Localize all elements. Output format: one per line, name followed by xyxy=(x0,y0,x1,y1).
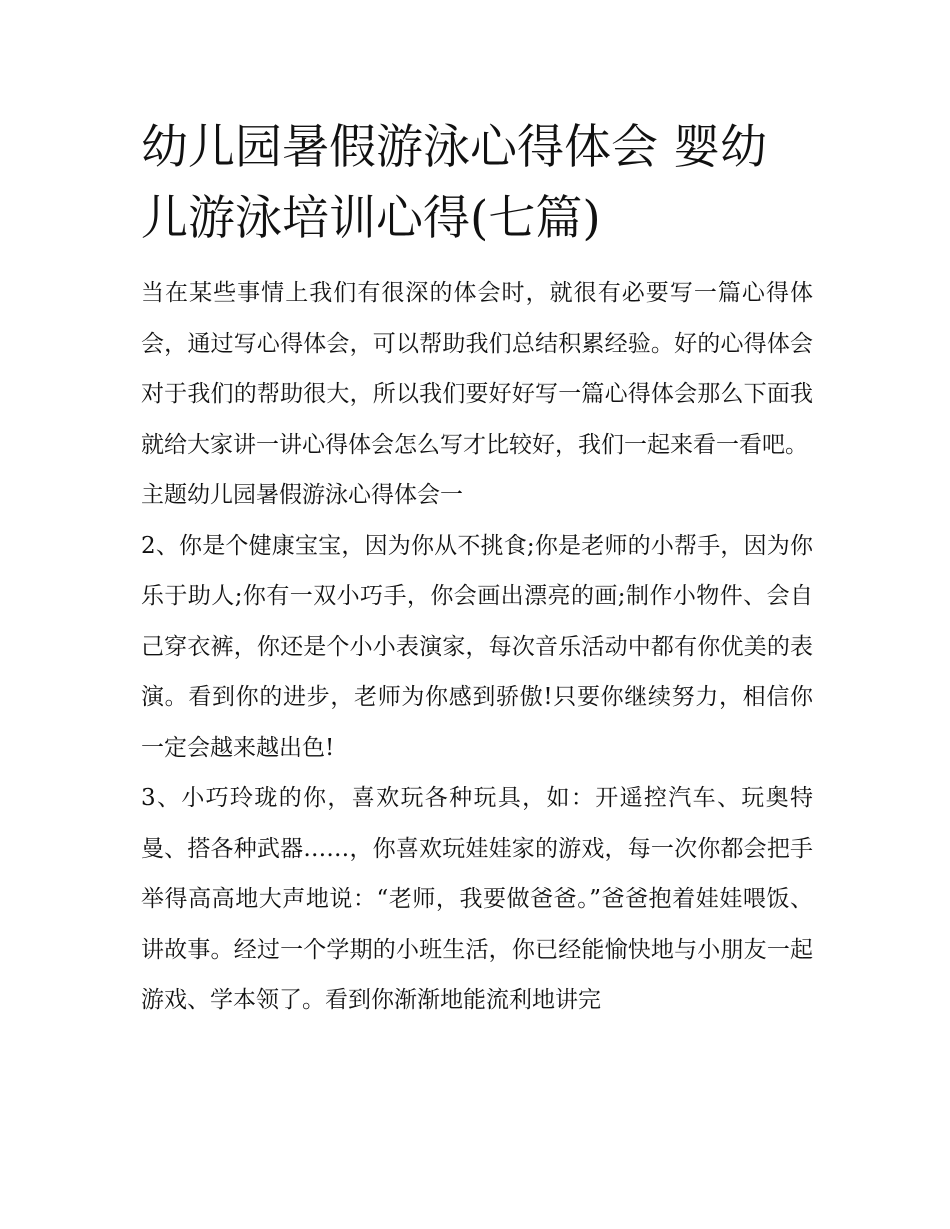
document-page xyxy=(141,112,813,1026)
section-heading: 主题幼儿园暑假游泳心得体会一 xyxy=(141,482,463,508)
intro-paragraph: 当在某些事情上我们有很深的体会时，就很有必要写一篇心得体会，通过写心得体会，可以帮助我们总结积累经验。好的心得体会对于我们的帮助很大，所以我们要好好写一篇心得体会那么下面我就给大家讲一讲心得体会怎么写才比较好，我们一起来看一看吧。 xyxy=(141,280,813,458)
paragraph-item-2: 2、你是个健康宝宝，因为你从不挑食;你是老师的小帮手，因为你乐于助人;你有一双小巧手，你会画出漂亮的画;制作小物件、会自己穿衣裤，你还是个小小表演家，每次音乐活动中都有你优美的表演。看到你的进步，老师为你感到骄傲!只要你继续努力，相信你一定会越来越出色! xyxy=(141,532,813,761)
paragraph-item-3: 3、小巧玲珑的你，喜欢玩各种玩具，如：开遥控汽车、玩奥特曼、搭各种武器……，你喜欢玩娃娃家的游戏，每一次你都会把手举得高高地大声地说：“老师，我要做爸爸。”爸爸抱着娃娃喂饭、讲故事。经过一个学期的小班生活，你已经能愉快地与小朋友一起游戏、学本领了。看到你渐渐地能流利地讲完 xyxy=(141,785,813,1013)
document-title: 幼儿园暑假游泳心得体会 婴幼儿游泳培训心得(七篇) xyxy=(141,120,767,246)
